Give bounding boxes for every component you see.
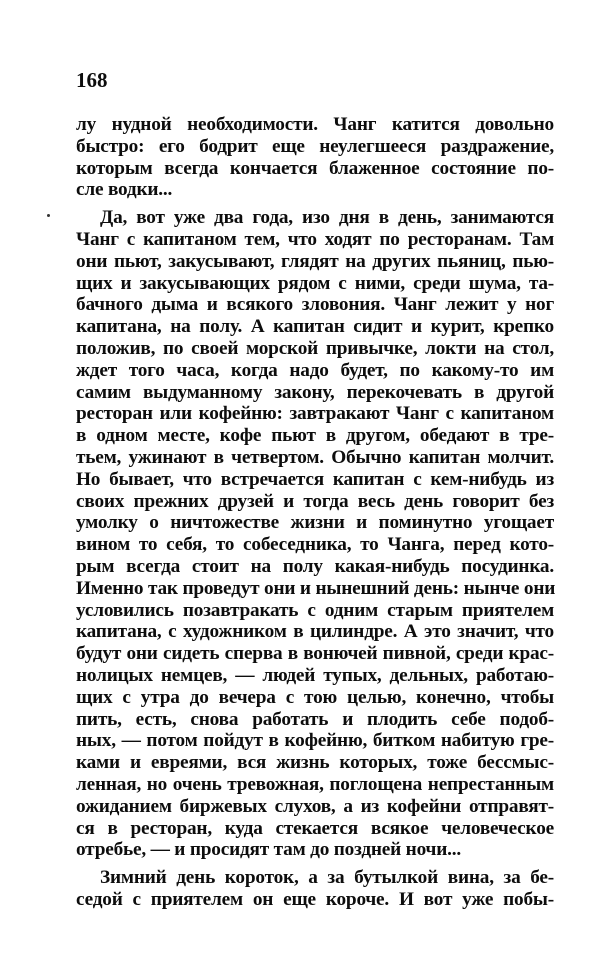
text-line: капитана, на полу. А капитан сидит и курит, крепко xyxy=(76,316,554,338)
text-line: пить, есть, снова работать и плодить себе подоб- xyxy=(76,708,554,730)
text-line: ных, — потом пойдут в кофейню, битком набитую гре- xyxy=(76,730,554,752)
text-line: самим выдуманному закону, перекочевать в другой xyxy=(76,381,554,403)
text-line: тьем, ужинают в четвертом. Обычно капитан молчит. xyxy=(76,446,554,468)
text-line: вином то себя, то собеседника, то Чанга, перед кото- xyxy=(76,534,554,556)
text-line: они пьют, закусывают, глядят на других пьяниц, пью- xyxy=(76,250,554,272)
text-line: бачного дыма и всякого зловония. Чанг лежит у ног xyxy=(76,294,554,316)
paragraph xyxy=(76,114,554,201)
print-speck xyxy=(47,214,50,217)
text-line: Но бывает, что встречается капитан с кем-нибудь из xyxy=(76,468,554,490)
text-line: своих прежних друзей и тогда весь день говорит без xyxy=(76,490,554,512)
text-line: условились позавтракать с одним старым приятелем xyxy=(76,599,554,621)
text-line: которым всегда кончается блаженное состояние по- xyxy=(76,157,554,179)
text-line: Именно так проведут они и нынешний день: нынче они xyxy=(76,577,556,599)
text-line: умолку о ничтожестве жизни и поминутно угощает xyxy=(76,512,554,534)
text-line: в одном месте, кофе пьют в другом, обедают в тре- xyxy=(76,425,554,447)
text-line: Да, вот уже два года, изо дня в день, занимаются xyxy=(100,207,554,229)
text-line: отребье, — и просидят там до поздней ночи... xyxy=(76,839,461,861)
text-line: седой с приятелем он еще короче. И вот уже побы- xyxy=(76,888,554,910)
text-line: ленная, но очень тревожная, поглощена непрестанным xyxy=(76,773,554,795)
text-line: рым всегда стоит на полу какая-нибудь посудинка. xyxy=(76,555,554,577)
body-text xyxy=(76,114,554,911)
text-line: ждет того часа, когда надо будет, по какому-то им xyxy=(76,359,554,381)
text-line: быстро: его бодрит еще неулегшееся раздражение, xyxy=(76,135,554,157)
page-number: 168 xyxy=(76,68,108,92)
text-line: щих и закусывающих рядом с ними, среди шума, та- xyxy=(76,272,554,294)
paragraph xyxy=(76,867,554,911)
text-line: Чанг с капитаном тем, что ходят по ресторанам. Там xyxy=(76,228,554,250)
text-line: Зимний день короток, а за бутылкой вина, за бе- xyxy=(100,867,554,889)
text-line: ожиданием биржевых слухов, а из кофейни отправят- xyxy=(76,795,554,817)
text-line: лу нудной необходимости. Чанг катится довольно xyxy=(76,114,554,135)
text-line: капитана, с художником в цилиндре. А это значит, что xyxy=(76,621,554,643)
text-line: положив, по своей морской привычке, локти на стол, xyxy=(76,337,554,359)
text-line: ками и евреями, вся жизнь которых, тоже бессмыс- xyxy=(76,752,554,774)
text-line: нолицых немцев, — людей тупых, дельных, работаю- xyxy=(76,664,554,686)
text-line: щих с утра до вечера с тою целью, конечно, чтобы xyxy=(76,686,554,708)
text-line: сле водки... xyxy=(76,179,173,201)
text-line: ся в ресторан, куда стекается всякое человеческое xyxy=(76,817,554,839)
text-line: будут они сидеть сперва в вонючей пивной, среди крас- xyxy=(76,643,554,665)
paragraph xyxy=(76,207,554,861)
text-line: ресторан или кофейню: завтракают Чанг с капитаном xyxy=(76,403,554,425)
